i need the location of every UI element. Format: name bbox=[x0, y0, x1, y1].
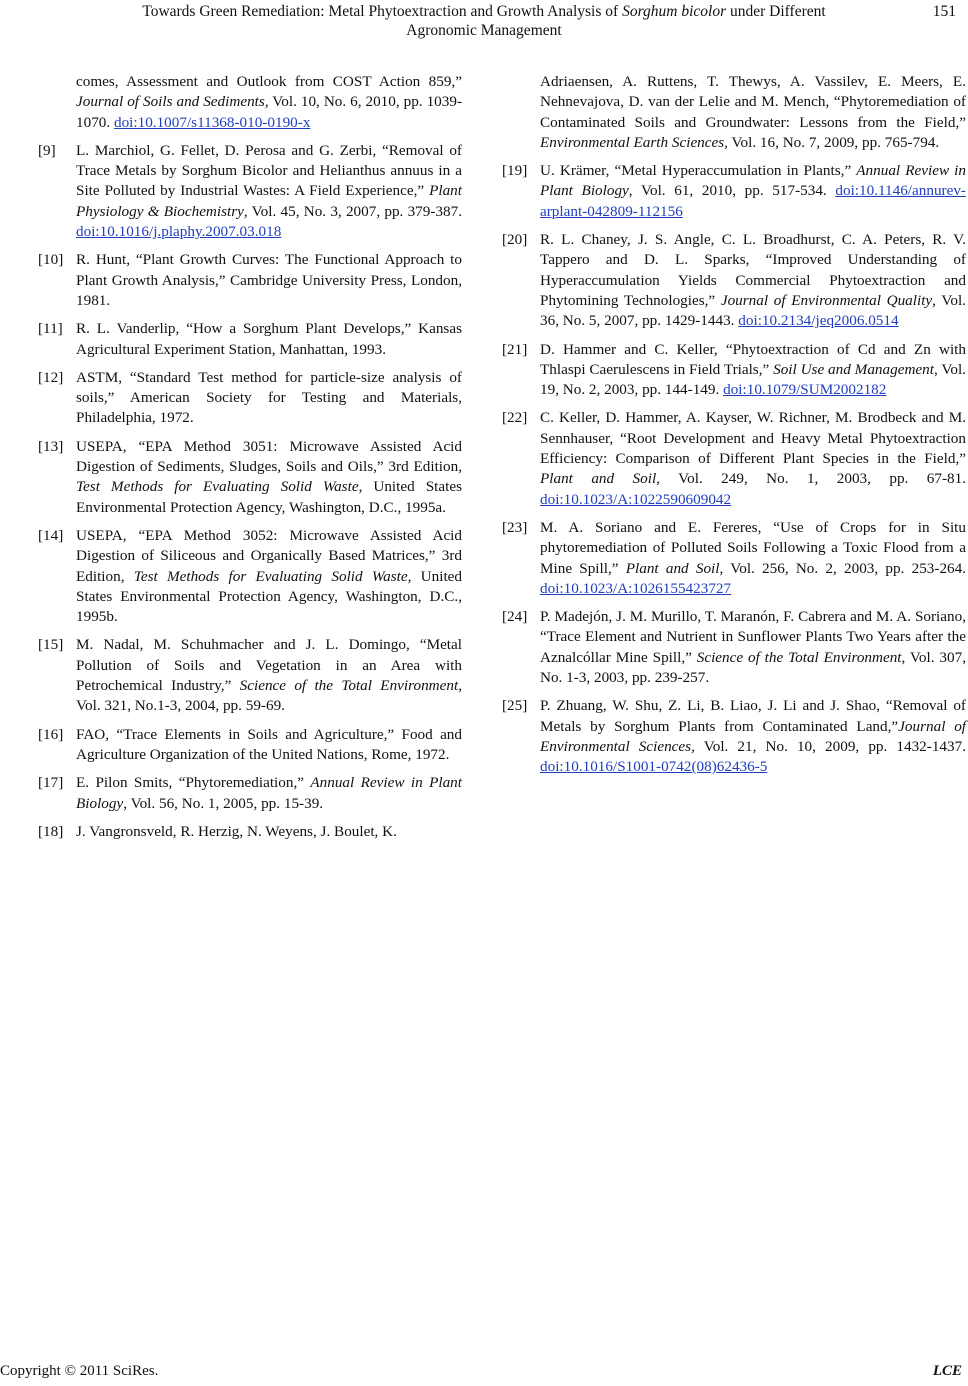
reference-entry: [12] ASTM, “Standard Test method for particle-size analysis of soils,” American Society for Testing and Materials, Philadelphia, 1972. bbox=[38, 368, 462, 427]
reference-entry: [17] E. Pilon Smits, “Phytoremediation,” Annual Review in Plant Biology, Vol. 56, No. 1, 2005, pp. 15-39. bbox=[38, 774, 462, 812]
copyright-notice: Copyright © 2011 SciRes. bbox=[0, 1363, 159, 1379]
reference-entry: [24] P. Madejón, J. M. Murillo, T. Maranón, F. Cabrera and M. A. Soriano, “Trace Element and Nutrient in Sunflower Plants Two Years after the Aznalcóllar Mine Spill,” Science of the Total Environment, Vol. 307, No. 1-3, 2003, pp. 239-257. bbox=[502, 608, 966, 687]
reference-entry: [23] M. A. Soriano and E. Fereres, “Use of Crops for in Situ phytoremediation of Polluted Soils Following a Toxic Flood from a Mine Spill,” Plant and Soil, Vol. 256, No. 2, 2003, pp. 253-264. doi:10.1023/A:1026155423727 bbox=[502, 518, 967, 597]
running-header bbox=[40, 2, 956, 40]
doi-link[interactable]: doi:10.1146/annurev-arplant-042809-112156 bbox=[540, 182, 966, 220]
reference-entry: [11] R. L. Vanderlip, “How a Sorghum Plant Develops,” Kansas Agricultural Experiment Station, Manhattan, 1993. bbox=[38, 320, 462, 358]
doi-link[interactable]: doi:10.2134/jeq2006.0514 bbox=[738, 312, 899, 330]
doi-link[interactable]: doi:10.1016/S1001-0742(08)62436-5 bbox=[540, 758, 768, 776]
doi-link[interactable]: doi:10.1079/SUM2002182 bbox=[723, 381, 887, 399]
reference-entry: [9] L. Marchiol, G. Fellet, D. Perosa and G. Zerbi, “Removal of Trace Metals by Sorghum Bicolor and Helianthus annuus in a Site Polluted by Industrial Wastes: A Field Experience,” Plant Physiology & Biochemistry, Vol. 45, No. 3, 2007, pp. 379-387. doi:10.1016/j.plaphy.2007.03.018 bbox=[38, 141, 462, 241]
doi-link[interactable]: doi:10.1016/j.plaphy.2007.03.018 bbox=[76, 223, 282, 241]
reference-entry: Adriaensen, A. Ruttens, T. Thewys, A. Vassilev, E. Meers, E. Nehnevajova, D. van der Lelie and M. Mench, “Phytoremediation of Contaminated Soils and Groundwater: Lessons from the Field,” Environmental Earth Sciences, Vol. 16, No. 7, 2009, pp. 765-794. bbox=[540, 73, 966, 151]
header-title-line2: Agronomic Management bbox=[406, 22, 562, 39]
reference-entry: [13] USEPA, “EPA Method 3051: Microwave Assisted Acid Digestion of Sediments, Sludges, Soils and Oils,” 3rd Edition, Test Methods for Evaluating Solid Waste, United States Environmental Protection Agency, Washington, D.C., 1995a. bbox=[38, 437, 462, 516]
doi-link[interactable]: doi:10.1007/s11368-010-0190-x bbox=[113, 113, 311, 131]
page-number: 151 bbox=[932, 3, 956, 20]
reference-entry: [18] J. Vangronsveld, R. Herzig, N. Weyens, J. Boulet, K. bbox=[38, 822, 397, 840]
doi-link[interactable]: doi:10.1023/A:1022590609042 bbox=[540, 490, 732, 508]
reference-entry: [25] P. Zhuang, W. Shu, Z. Li, B. Liao, J. Li and J. Shao, “Removal of Metals by Sorghum Plants from Contaminated Land,”Journal of Environmental Sciences, Vol. 21, No. 10, 2009, pp. 1432-1437. doi:10.1016/S1001-0742(08)62436-5 bbox=[502, 697, 967, 776]
right-column bbox=[502, 72, 966, 786]
header-title-line1: Towards Green Remediation: Metal Phytoextraction and Growth Analysis of Sorghum bicolor under Different bbox=[142, 3, 826, 20]
reference-entry: [20] R. L. Chaney, J. S. Angle, C. L. Broadhurst, C. A. Peters, R. V. Tappero and D. L. Sparks, “Improved Understanding of Hyperaccumulation Yields Commercial Phytoextraction and Phytomining Technologies,” Journal of Environmental Quality, Vol. 36, No. 5, 2007, pp. 1429-1443. doi:10.2134/jeq2006.0514 bbox=[502, 231, 966, 330]
doi-link[interactable]: doi:10.1023/A:1026155423727 bbox=[540, 579, 732, 597]
reference-entry: [10] R. Hunt, “Plant Growth Curves: The Functional Approach to Plant Growth Analysis,” Cambridge University Press, London, 1981. bbox=[38, 251, 462, 309]
reference-entry: [15] M. Nadal, M. Schuhmacher and J. L. Domingo, “Metal Pollution of Soils and Vegetation in an Area with Petrochemical Industry,” Science of the Total Environment, Vol. 321, No.1-3, 2004, pp. 59-69. bbox=[38, 636, 462, 715]
reference-entry: [21] D. Hammer and C. Keller, “Phytoextraction of Cd and Zn with Thlaspi Caerulescens in Field Trials,” Soil Use and Management, Vol. 19, No. 2, 2003, pp. 144-149. doi:10.1079/SUM2002182 bbox=[502, 340, 966, 399]
reference-entry: [22] C. Keller, D. Hammer, A. Kayser, W. Richner, M. Brodbeck and M. Sennhauser, “Root Development and Heavy Metal Phytoextraction Efficiency: Comparison of Different Plant Species in the Field,” Plant and Soil, Vol. 249, No. 1, 2003, pp. 67-81. doi:10.1023/A:1022590609042 bbox=[502, 409, 967, 508]
reference-entry: [19] U. Krämer, “Metal Hyperaccumulation in Plants,” Annual Review in Plant Biology, Vol. 61, 2010, pp. 517-534. doi:10.1146/annurev-arplant-042809-112156 bbox=[502, 162, 966, 220]
reference-entry: comes, Assessment and Outlook from COST Action 859,” Journal of Soils and Sediments, Vol. 10, No. 6, 2010, pp. 1039-1070. doi:10.1007/s11368-010-0190-x bbox=[76, 73, 462, 131]
left-column bbox=[38, 72, 462, 850]
journal-abbrev: LCE bbox=[932, 1363, 962, 1379]
reference-entry: [16] FAO, “Trace Elements in Soils and Agriculture,” Food and Agriculture Organization of the United Nations, Rome, 1972. bbox=[38, 725, 462, 763]
reference-entry: [14] USEPA, “EPA Method 3052: Microwave Assisted Acid Digestion of Siliceous and Organically Based Matrices,” 3rd Edition, Test Methods for Evaluating Solid Waste, United States Environmental Protection Agency, Washington, D.C., 1995b. bbox=[38, 526, 462, 626]
